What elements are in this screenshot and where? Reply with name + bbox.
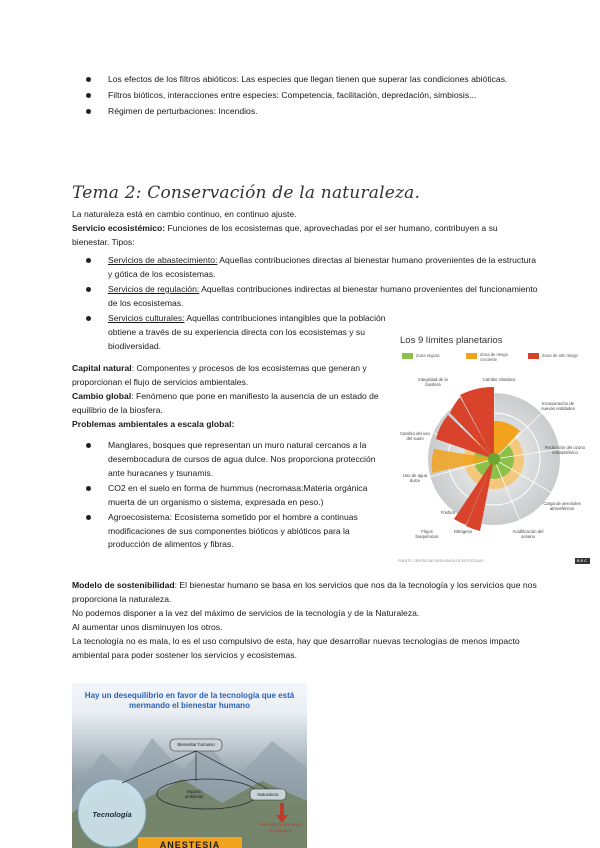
label-ozono: Reducción del ozono estratosférico [544,445,586,456]
planetary-boundaries-figure [396,333,592,567]
list-item: Régimen de perturbaciones: Incendios. [108,105,538,119]
legend-safe: Zona segura [416,353,440,358]
list-item: Filtros bióticos, interacciones entre especies: Competencia, facilitación, depredación, simbiosis... [108,89,538,103]
capital-text: : Componentes y procesos de los ecosistemas que generan y proporcionan el flujo de servicios ambientales. [72,363,367,387]
cambio-paragraph [72,390,384,418]
impacto-label: Impacto ambiental [184,789,204,800]
figure-legend [400,351,590,365]
page-title: Tema 2: Conservación de la naturaleza. [72,183,421,203]
bbc-logo: BBC [576,558,588,563]
cambio-text: : Fenómeno que pone en manifiesto la ausencia de un estado de equilibrio de la biosfera. [72,390,379,415]
closing-line: Al aumentar unos disminuyen los otros. [72,621,223,632]
servicio-abastecimiento-text: Aquellas contribuciones directas al bienestar humano provenientes de la estructura y gótica de los ecosistemas. [108,255,537,279]
capital-paragraph [72,362,384,390]
label-acidificacion: Acidificación del océano [512,529,544,540]
list-item: Manglares, bosques que representan un muro natural cercanos a la desembocadura de cursos de agua dulce. Nos proporciona protección ante huracanes y tsunamis. [108,439,380,481]
down-arrow [280,803,284,815]
problemas-list [108,439,380,552]
infographic-title: Hay un desequilibrio en favor de la tecnología que está mermando el bienestar humano [84,691,295,710]
legend-risk: Zona de riesgo creciente [480,352,508,363]
intro-text: La naturaleza está en cambio continuo, en continuo ajuste. [72,209,297,219]
list-item: Agroecosistema: Ecosistema sometido por el hombre a continuas modificaciones de sus componentes bióticos y abióticos para la producción de alimentos y fibras. [108,511,380,553]
label-climatico: Cambio climático [482,377,516,382]
legend-swatch-safe [402,353,413,359]
servicio-term: Servicio ecosistémico: [72,222,166,233]
legend-swatch-risk [466,353,477,359]
label-nuevas: Incorporación de nuevas entidades [541,401,575,412]
label-agua: Uso de agua dulce [402,473,428,484]
servicio-paragraph [72,222,532,250]
closing-line: La tecnología no es mala, lo es el uso compulsivo de esta, hay que desarrollar nuevas tecnologías de menos impacto ambiental para poder sostener los servicios y ecosistemas. [72,635,520,660]
tecnologia-infographic [72,683,307,848]
list-item: CO2 en el suelo en forma de hummus (necromasa:Materia orgánica muerta de un organismo o sistema, expresada en peso.) [108,482,380,510]
list-item: Los efectos de los filtros abióticos: Las especies que llegan tienen que superar las condiciones abióticas. [108,73,538,87]
tecnologia-label: Tecnología [92,810,132,819]
list-item [108,283,538,311]
label-aerosoles: Carga de aerosoles atmosféricos [543,501,581,512]
modelo-paragraph [72,579,542,607]
cambio-term: Cambio global [72,390,132,401]
problemas-term: Problemas ambientales a escala global: [72,418,235,429]
top-bullet-list [108,73,538,119]
figure-source: FUENTE: CENTRO DE RESILIENCIA DE ESTOCOLMO [398,559,484,563]
bienestar-label: Bienestar humano [177,742,215,747]
anestesia-label: ANESTESIA [159,840,221,848]
servicio-regulacion-text: Aquellas contribuciones indirectas al bienestar humano provenientes del funcionamiento de los ecosistemas. [108,283,538,308]
capital-term: Capital natural [72,363,132,373]
legend-swatch-high [528,353,539,359]
list-item [108,312,388,354]
legend-high: Zona de alto riesgo [542,353,578,358]
perdida-label: Pérdida de servicios ecológicos [259,823,303,834]
servicio-culturales-term: Servicios culturales: [108,312,185,323]
closing-line: No podemos disponer a la vez del máximo de servicios de la tecnología y de la Naturaleza. [72,607,420,618]
label-flujos: Flujos bioquímicos [415,529,439,540]
servicio-culturales-text: Aquellas contribuciones intangibles que la población obtiene a través de su experiencia directa con los ecosistemas y su biodiversidad. [108,312,386,351]
figure-title: Los 9 límites planetarios [400,335,503,346]
problemas-heading [72,418,384,432]
list-item [108,254,538,282]
modelo-text: : El bienestar humano se basa en los servicios que nos da la tecnología y los servicios que nos proporciona la naturaleza. [72,580,537,604]
label-fosforo: Fósforo [440,510,456,515]
main-text [72,208,532,250]
label-integridad: Integridad de la biosfera [418,377,448,388]
definitions [72,362,384,432]
label-nitrogeno: Nitrógeno [453,529,473,534]
servicio-text: Funciones de los ecosistemas que, aprovechadas por el ser humano, contribuyen a su bienestar. Tipos: [72,222,498,247]
naturaleza-label: Naturaleza [257,792,279,797]
closing-text [72,579,542,663]
label-suelo: Cambio del uso del suelo [400,431,430,442]
servicio-regulacion-term: Servicios de regulación: [108,283,200,294]
modelo-term: Modelo de sostenibilidad [72,580,175,590]
center [488,453,500,465]
servicio-abastecimiento-term: Servicios de abastecimiento: [108,255,218,265]
